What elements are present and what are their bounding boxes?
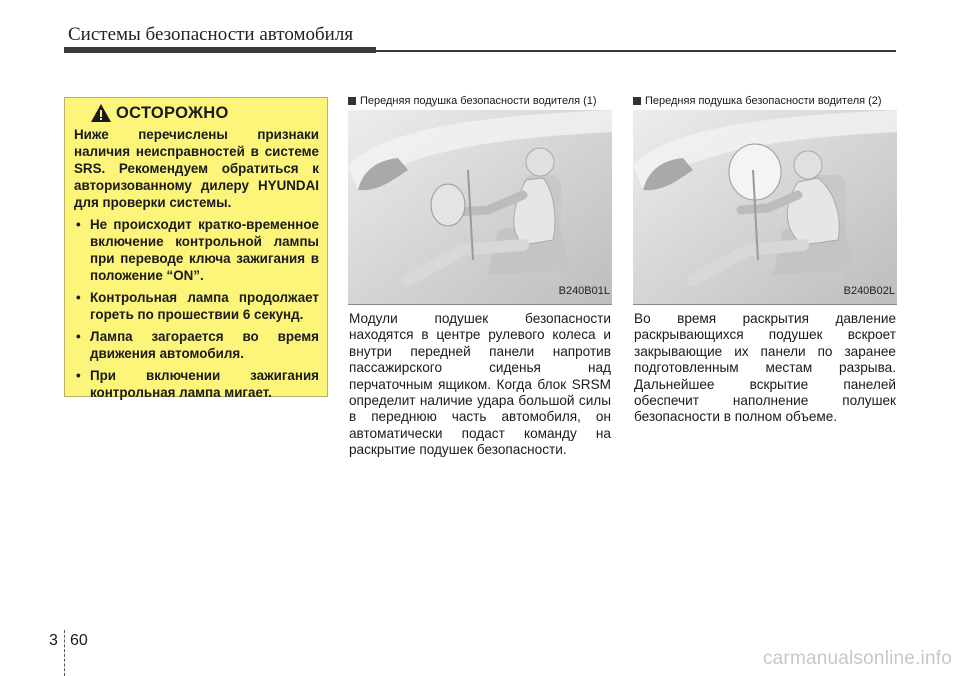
warning-list xyxy=(74,216,319,401)
warning-item-text: Контрольная лампа продолжает гореть по прошествии 6 секунд. xyxy=(90,290,319,322)
body-text-column-1: Модули подушек безопасности находятся в центре рулевого колеса и внутри передней панели напротив пассажирского сиденья над перчаточным ящиком. Когда блок SRSM определит наличие удара большой силы в переднюю часть автомобиля, он автоматически подаст команду на раскрытие подушек безопасности. xyxy=(349,311,611,458)
figure-image xyxy=(348,110,612,305)
figure-image xyxy=(633,110,897,305)
figure-code: B240B02L xyxy=(843,285,895,297)
body-text-column-2: Во время раскрытия давление раскрывающихся подушек вскроет закрывающие их панели по заранее подготовленным местам разрыва. Дальнейшее вскрытие панелей обеспечит наполнение полушек безопасности в полном объеме. xyxy=(634,311,896,425)
caption-square-icon xyxy=(633,97,641,105)
warning-item xyxy=(74,289,319,323)
footer-divider xyxy=(64,630,65,676)
watermark: carmanualsonline.info xyxy=(762,648,952,669)
page-header-title: Системы безопасности автомобиля xyxy=(68,24,354,45)
warning-heading xyxy=(90,103,319,123)
footer-chapter-number: 3 xyxy=(49,632,58,649)
warning-intro: Ниже перечислены признаки наличия неисправностей в системе SRS. Рекомендуем обратиться к авторизованному дилеру HYUNDAI для проверки системы. xyxy=(74,127,319,210)
warning-box xyxy=(64,97,328,400)
figure-caption xyxy=(633,92,897,110)
bullet: • xyxy=(76,290,81,305)
warning-item-text: Не происходит кратко-временное включение контрольной лампы при переводе ключа зажигания в положение “ON”. xyxy=(90,217,319,283)
airbag-illustration-2 xyxy=(633,110,897,304)
bullet: • xyxy=(76,368,81,383)
warning-item-text: Лампа загорается во время движения автомобиля. xyxy=(90,329,319,361)
figure-caption-text: Передняя подушка безопасности водителя (1) xyxy=(360,95,597,107)
header-rule-thin xyxy=(376,50,896,52)
warning-triangle-icon xyxy=(90,103,112,123)
footer-page-number: 60 xyxy=(70,632,88,649)
figure-caption xyxy=(348,92,612,110)
warning-title: ОСТОРОЖНО xyxy=(116,103,229,122)
figure-code: B240B01L xyxy=(558,285,610,297)
warning-item xyxy=(74,216,319,284)
warning-item xyxy=(74,367,319,401)
header-rule-thick xyxy=(64,47,376,53)
bullet: • xyxy=(76,217,81,232)
airbag-illustration-1 xyxy=(348,110,612,304)
bullet: • xyxy=(76,329,81,344)
figure-caption-text: Передняя подушка безопасности водителя (2) xyxy=(645,95,882,107)
figure-airbag-2 xyxy=(633,92,897,304)
warning-item xyxy=(74,328,319,362)
caption-square-icon xyxy=(348,97,356,105)
warning-item-text: При включении зажигания контрольная лампа мигает. xyxy=(90,368,319,400)
figure-airbag-1 xyxy=(348,92,612,304)
